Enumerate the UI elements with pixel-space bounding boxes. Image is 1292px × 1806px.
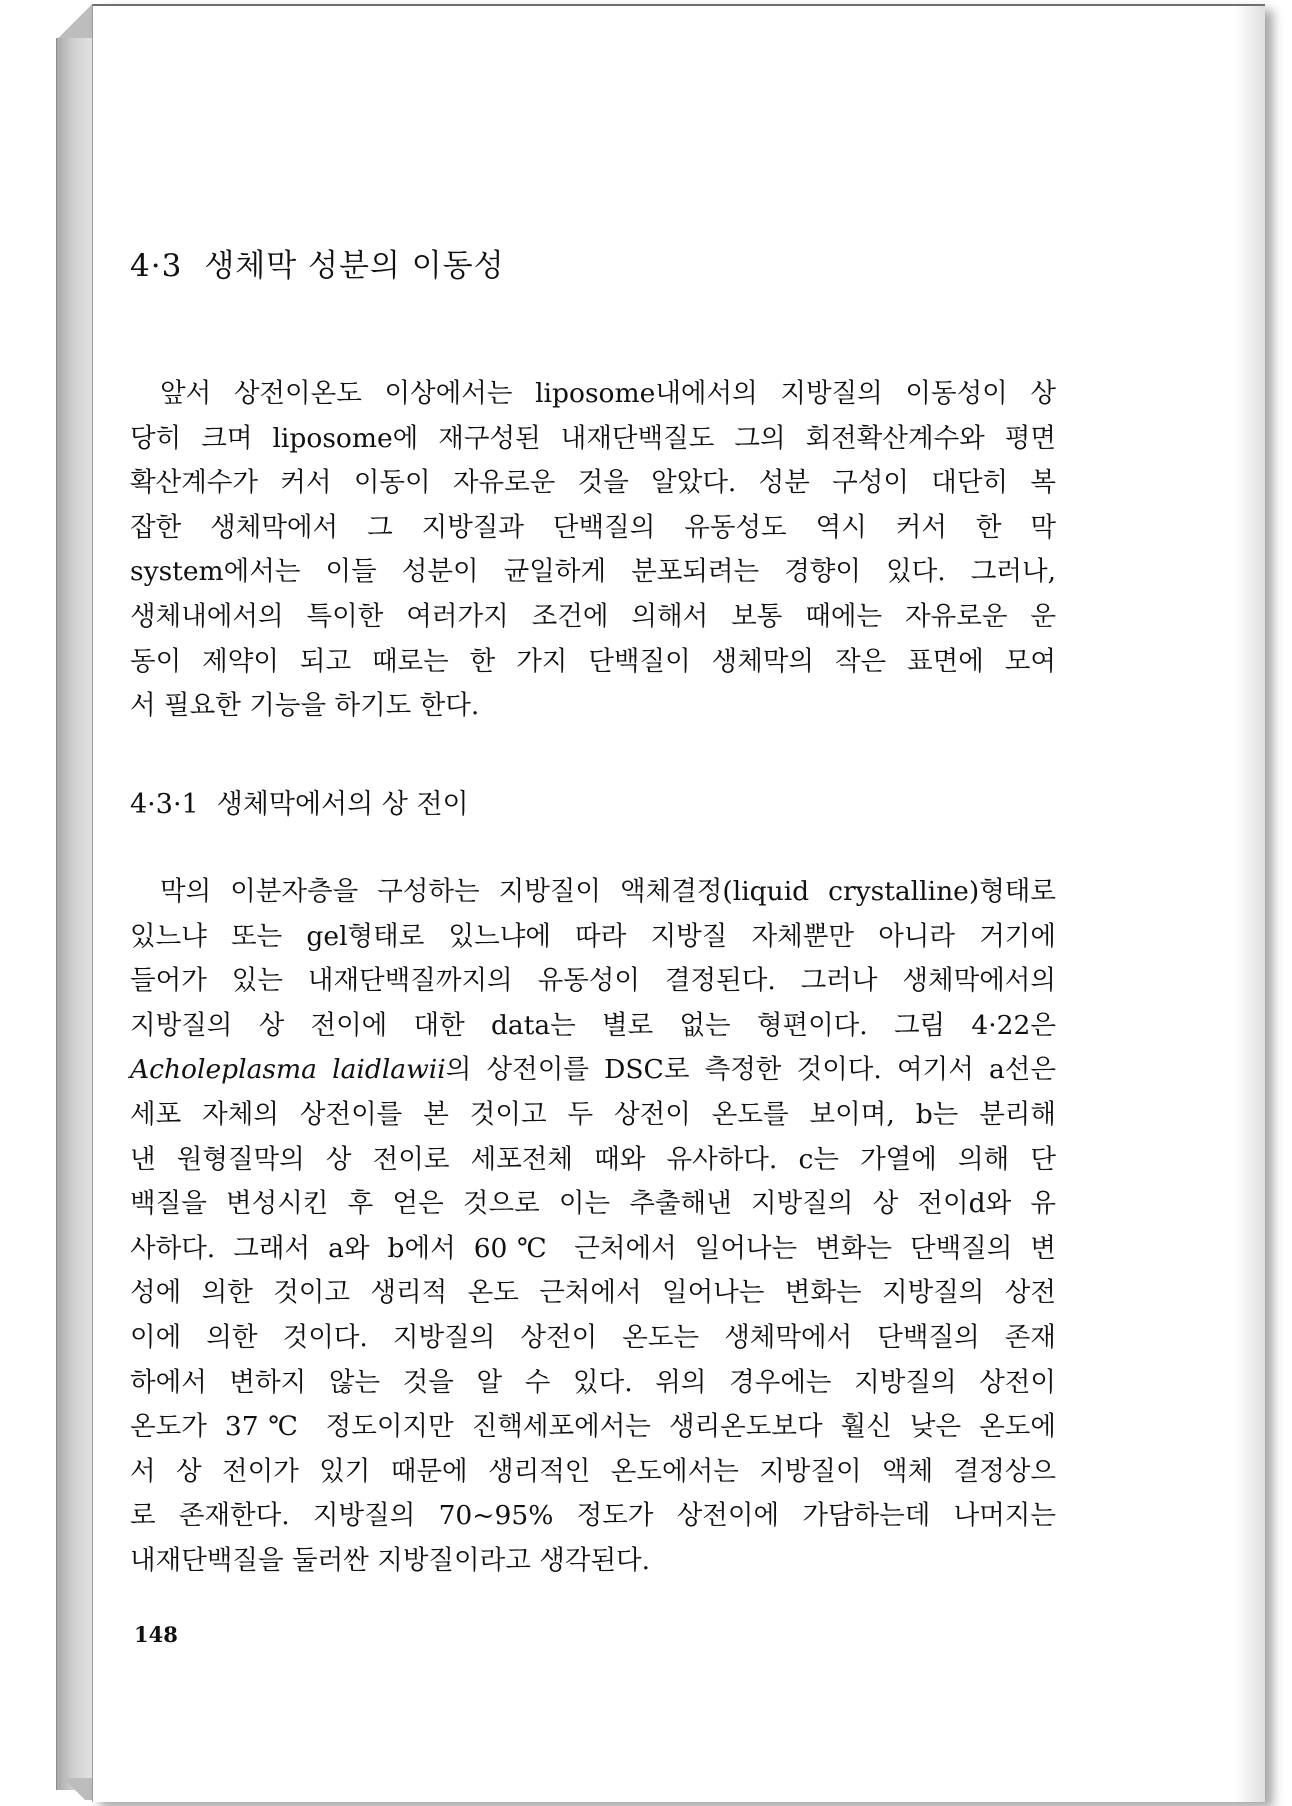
paragraph-line: 백질을 변성시킨 후 얻은 것으로 이는 추출해낸 지방질의 상 전이d와 유	[130, 1188, 1056, 1220]
paragraph-line: 낸 원형질막의 상 전이로 세포전체 때와 유사하다. c는 가열에 의해 단	[130, 1143, 1056, 1175]
paragraph-line: 온도가 37℃ 정도이지만 진핵세포에서는 생리온도보다 훨신 낮은 온도에	[130, 1411, 1056, 1443]
paragraph-line: 서 필요한 기능을 하기도 한다.	[130, 690, 480, 722]
paragraph-line	[130, 1048, 1056, 1093]
subsection-title-text: 생체막에서의 상 전이	[216, 789, 469, 820]
subsection-number: 4·3·1	[130, 789, 199, 820]
paragraph-line: 잡한 생체막에서 그 지방질과 단백질의 유동성도 역시 커서 한 막	[130, 511, 1056, 543]
paragraph-line: 막의 이분자층을 구성하는 지방질이 액체결정(liquid crystalline)형태로	[160, 876, 1056, 907]
paragraph-line: 이에 의한 것이다. 지방질의 상전이 온도는 생체막에서 단백질의 존재	[130, 1321, 1056, 1353]
book-bottom-edge	[56, 1778, 92, 1800]
species-name: Acholeplasma laidlawii	[130, 1054, 446, 1086]
paragraph-line: 앞서 상전이온도 이상에서는 liposome내에서의 지방질의 이동성이 상	[160, 378, 1056, 409]
paragraph-line: 들어가 있는 내재단백질까지의 유동성이 결정된다. 그러나 생체막에서의	[130, 965, 1056, 997]
paragraph-line: 성에 의한 것이고 생리적 온도 근처에서 일어나는 변화는 지방질의 상전	[130, 1277, 1056, 1309]
section-heading	[130, 240, 505, 285]
paragraph-line: 생체내에서의 특이한 여러가지 조건에 의해서 보통 때에는 자유로운 운	[130, 600, 1056, 632]
paragraph-line: system에서는 이들 성분이 균일하게 분포되려는 경향이 있다. 그러나,	[130, 556, 1056, 588]
book-spine-edge	[56, 38, 93, 1790]
subsection-heading	[130, 782, 469, 821]
paragraph-line: 동이 제약이 되고 때로는 한 가지 단백질이 생체막의 작은 표면에 모여	[130, 645, 1056, 677]
paragraph-line: 사하다. 그래서 a와 b에서 60℃ 근처에서 일어나는 변화는 단백질의 변	[130, 1232, 1056, 1264]
page-shadow	[1235, 6, 1265, 1802]
paragraph-line: 확산계수가 커서 이동이 자유로운 것을 알았다. 성분 구성이 대단히 복	[130, 467, 1056, 499]
paragraph-line: 있느냐 또는 gel형태로 있느냐에 따라 지방질 자체뿐만 아니라 거기에	[130, 920, 1056, 952]
paragraph-line: 당히 크며 liposome에 재구성된 내재단백질도 그의 회전확산계수와 평면	[130, 422, 1056, 454]
book-top-edge	[56, 4, 92, 40]
paragraph-line: 로 존재한다. 지방질의 70~95% 정도가 상전이에 가담하는데 나머지는	[130, 1500, 1056, 1532]
paragraph-line: 세포 자체의 상전이를 본 것이고 두 상전이 온도를 보이며, b는 분리해	[130, 1098, 1056, 1130]
paragraph-line-rest: 의 상전이를 DSC로 측정한 것이다. 여기서 a선은	[445, 1054, 1057, 1086]
section-title-text: 생체막 성분의 이동성	[204, 248, 505, 284]
paragraph-line: 지방질의 상 전이에 대한 data는 별로 없는 형편이다. 그림 4·22은	[130, 1009, 1056, 1041]
paragraph-line: 내재단백질을 둘러싼 지방질이라고 생각된다.	[130, 1544, 651, 1576]
intro-paragraph	[130, 372, 1056, 729]
section-number: 4·3	[130, 248, 183, 284]
paragraph-line: 하에서 변하지 않는 것을 알 수 있다. 위의 경우에는 지방질의 상전이	[130, 1366, 1056, 1398]
page-number: 148	[134, 1622, 178, 1647]
paragraph-line: 서 상 전이가 있기 때문에 생리적인 온도에서는 지방질이 액체 결정상으	[130, 1455, 1056, 1487]
body-paragraph	[130, 870, 1056, 1584]
